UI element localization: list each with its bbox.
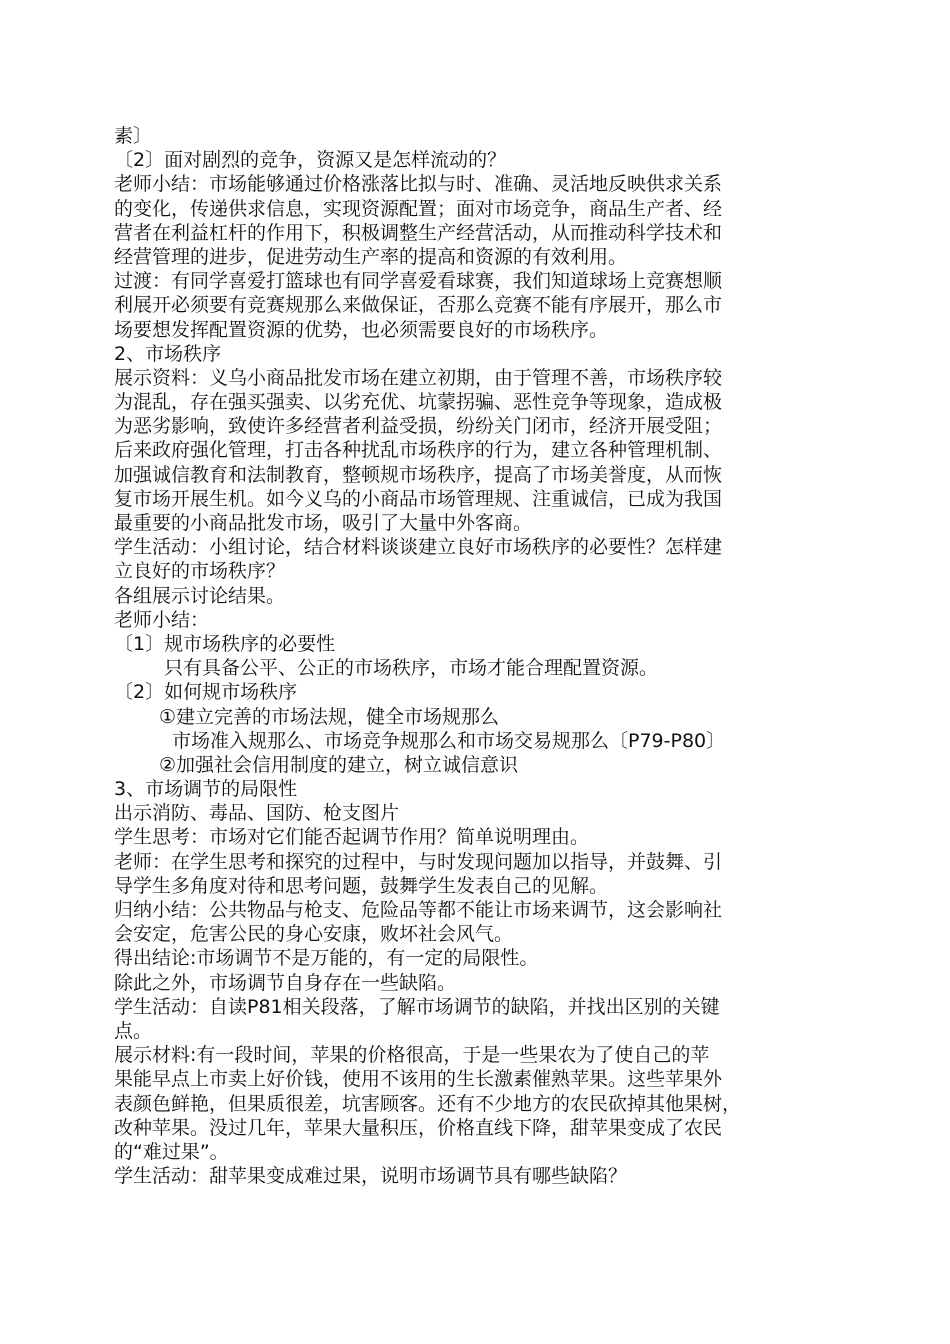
text-line: 学生活动：甜苹果变成难过果，说明市场调节具有哪些缺陷？ xyxy=(114,1165,628,1188)
text-line: 最重要的小商品批发市场，吸引了大量中外客商。 xyxy=(114,512,533,534)
text-line: 会安定，危害公民的身心安康，败坏社会风气。 xyxy=(114,923,514,946)
text-line: 经营管理的进步，促进劳动生产率的提高和资源的有效利用。 xyxy=(114,245,628,268)
text-line: 的变化，传递供求信息，实现资源配置；面对市场竞争，商品生产者、经 xyxy=(114,197,723,220)
text-line: 老师小结： xyxy=(114,608,210,631)
text-line: 的“难过果”。 xyxy=(114,1140,229,1163)
text-line: 归纳小结：公共物品与枪支、危险品等都不能让市场来调节，这会影响社 xyxy=(114,899,723,921)
text-line: ①建立完善的市场法规，健全市场规那么 xyxy=(159,705,500,728)
text-line: 〔2〕面对剧烈的竞争，资源又是怎样流动的？ xyxy=(114,149,507,172)
text-line: 〔1〕规市场秩序的必要性 xyxy=(114,632,336,655)
text-line: 场要想发挥配置资源的优势，也必须需要良好的市场秩序。 xyxy=(114,318,609,341)
text-line: 利展开必须要有竞赛规那么来做保证，否那么竞赛不能有序展开，那么市 xyxy=(114,294,723,317)
text-line: 学生活动：小组讨论，结合材料谈谈建立良好市场秩序的必要性？怎样建 xyxy=(114,536,723,559)
text-line: 素〕 xyxy=(114,125,153,147)
document-page xyxy=(114,124,854,1188)
text-line: 只有具备公平、公正的市场秩序，市场才能合理配置资源。 xyxy=(164,657,659,680)
text-line: 点。 xyxy=(114,1019,153,1042)
text-line: 营者在利益杠杆的作用下，积极调整生产经营活动，从而推动科学技术和 xyxy=(114,221,723,244)
text-line: 表颜色鲜艳，但果质很差，坑害顾客。还有不少地方的农民砍掉其他果树， xyxy=(114,1092,742,1115)
text-line: 除此之外，市场调节自身存在一些缺陷。 xyxy=(114,971,457,994)
text-line: 老师：在学生思考和探究的过程中，与时发现问题加以指导，并鼓舞、引 xyxy=(114,850,723,873)
text-line: ②加强社会信用制度的建立，树立诚信意识 xyxy=(159,753,519,776)
text-line: 改种苹果。没过几年，苹果大量积压，价格直线下降，甜苹果变成了农民 xyxy=(114,1116,723,1139)
text-line: 出示消防、毒品、国防、枪支图片 xyxy=(114,802,400,825)
section-heading: 3、市场调节的局限性 xyxy=(114,778,298,801)
text-line: 复市场开展生机。如今义乌的小商品市场管理规、注重诚信，已成为我国 xyxy=(114,487,723,510)
text-line: 为恶劣影响，致使许多经营者利益受损，纷纷关门闭市，经济开展受阻； xyxy=(114,415,723,438)
text-line: 过渡：有同学喜爱打篮球也有同学喜爱看球赛，我们知道球场上竞赛想顺 xyxy=(114,270,723,293)
text-line: 为混乱，存在强买强卖、以劣充优、坑蒙拐骗、恶性竞争等现象，造成极 xyxy=(114,391,723,414)
text-line: 市场准入规那么、市场竞争规那么和市场交易规那么〔P79-P80〕 xyxy=(172,729,726,752)
text-line: 得出结论:市场调节不是万能的，有一定的局限性。 xyxy=(114,947,539,970)
text-line: 〔2〕如何规市场秩序 xyxy=(114,681,298,704)
text-line: 展示材料:有一段时间，苹果的价格很高，于是一些果农为了使自己的苹 xyxy=(114,1044,710,1067)
text-line: 果能早点上市卖上好价钱，使用不该用的生长激素催熟苹果。这些苹果外 xyxy=(114,1068,723,1091)
text-line: 老师小结：市场能够通过价格涨落比拟与时、准确、灵活地反映供求关系 xyxy=(114,173,723,196)
section-heading: 2、市场秩序 xyxy=(114,342,222,365)
text-line: 学生思考：市场对它们能否起调节作用？简单说明理由。 xyxy=(114,826,590,849)
text-line: 加强诚信教育和法制教育，整顿规市场秩序，提高了市场美誉度，从而恢 xyxy=(114,463,723,486)
text-line: 展示资料：义乌小商品批发市场在建立初期，由于管理不善，市场秩序较 xyxy=(114,366,723,389)
text-line: 学生活动：自读P81相关段落，了解市场调节的缺陷，并找出区别的关键 xyxy=(114,995,720,1018)
text-line: 立良好的市场秩序？ xyxy=(114,560,286,583)
text-line: 导学生多角度对待和思考问题，鼓舞学生发表自己的见解。 xyxy=(114,874,609,897)
text-line: 后来政府强化管理，打击各种扰乱市场秩序的行为，建立各种管理机制、 xyxy=(114,439,723,462)
text-line: 各组展示讨论结果。 xyxy=(114,584,286,607)
